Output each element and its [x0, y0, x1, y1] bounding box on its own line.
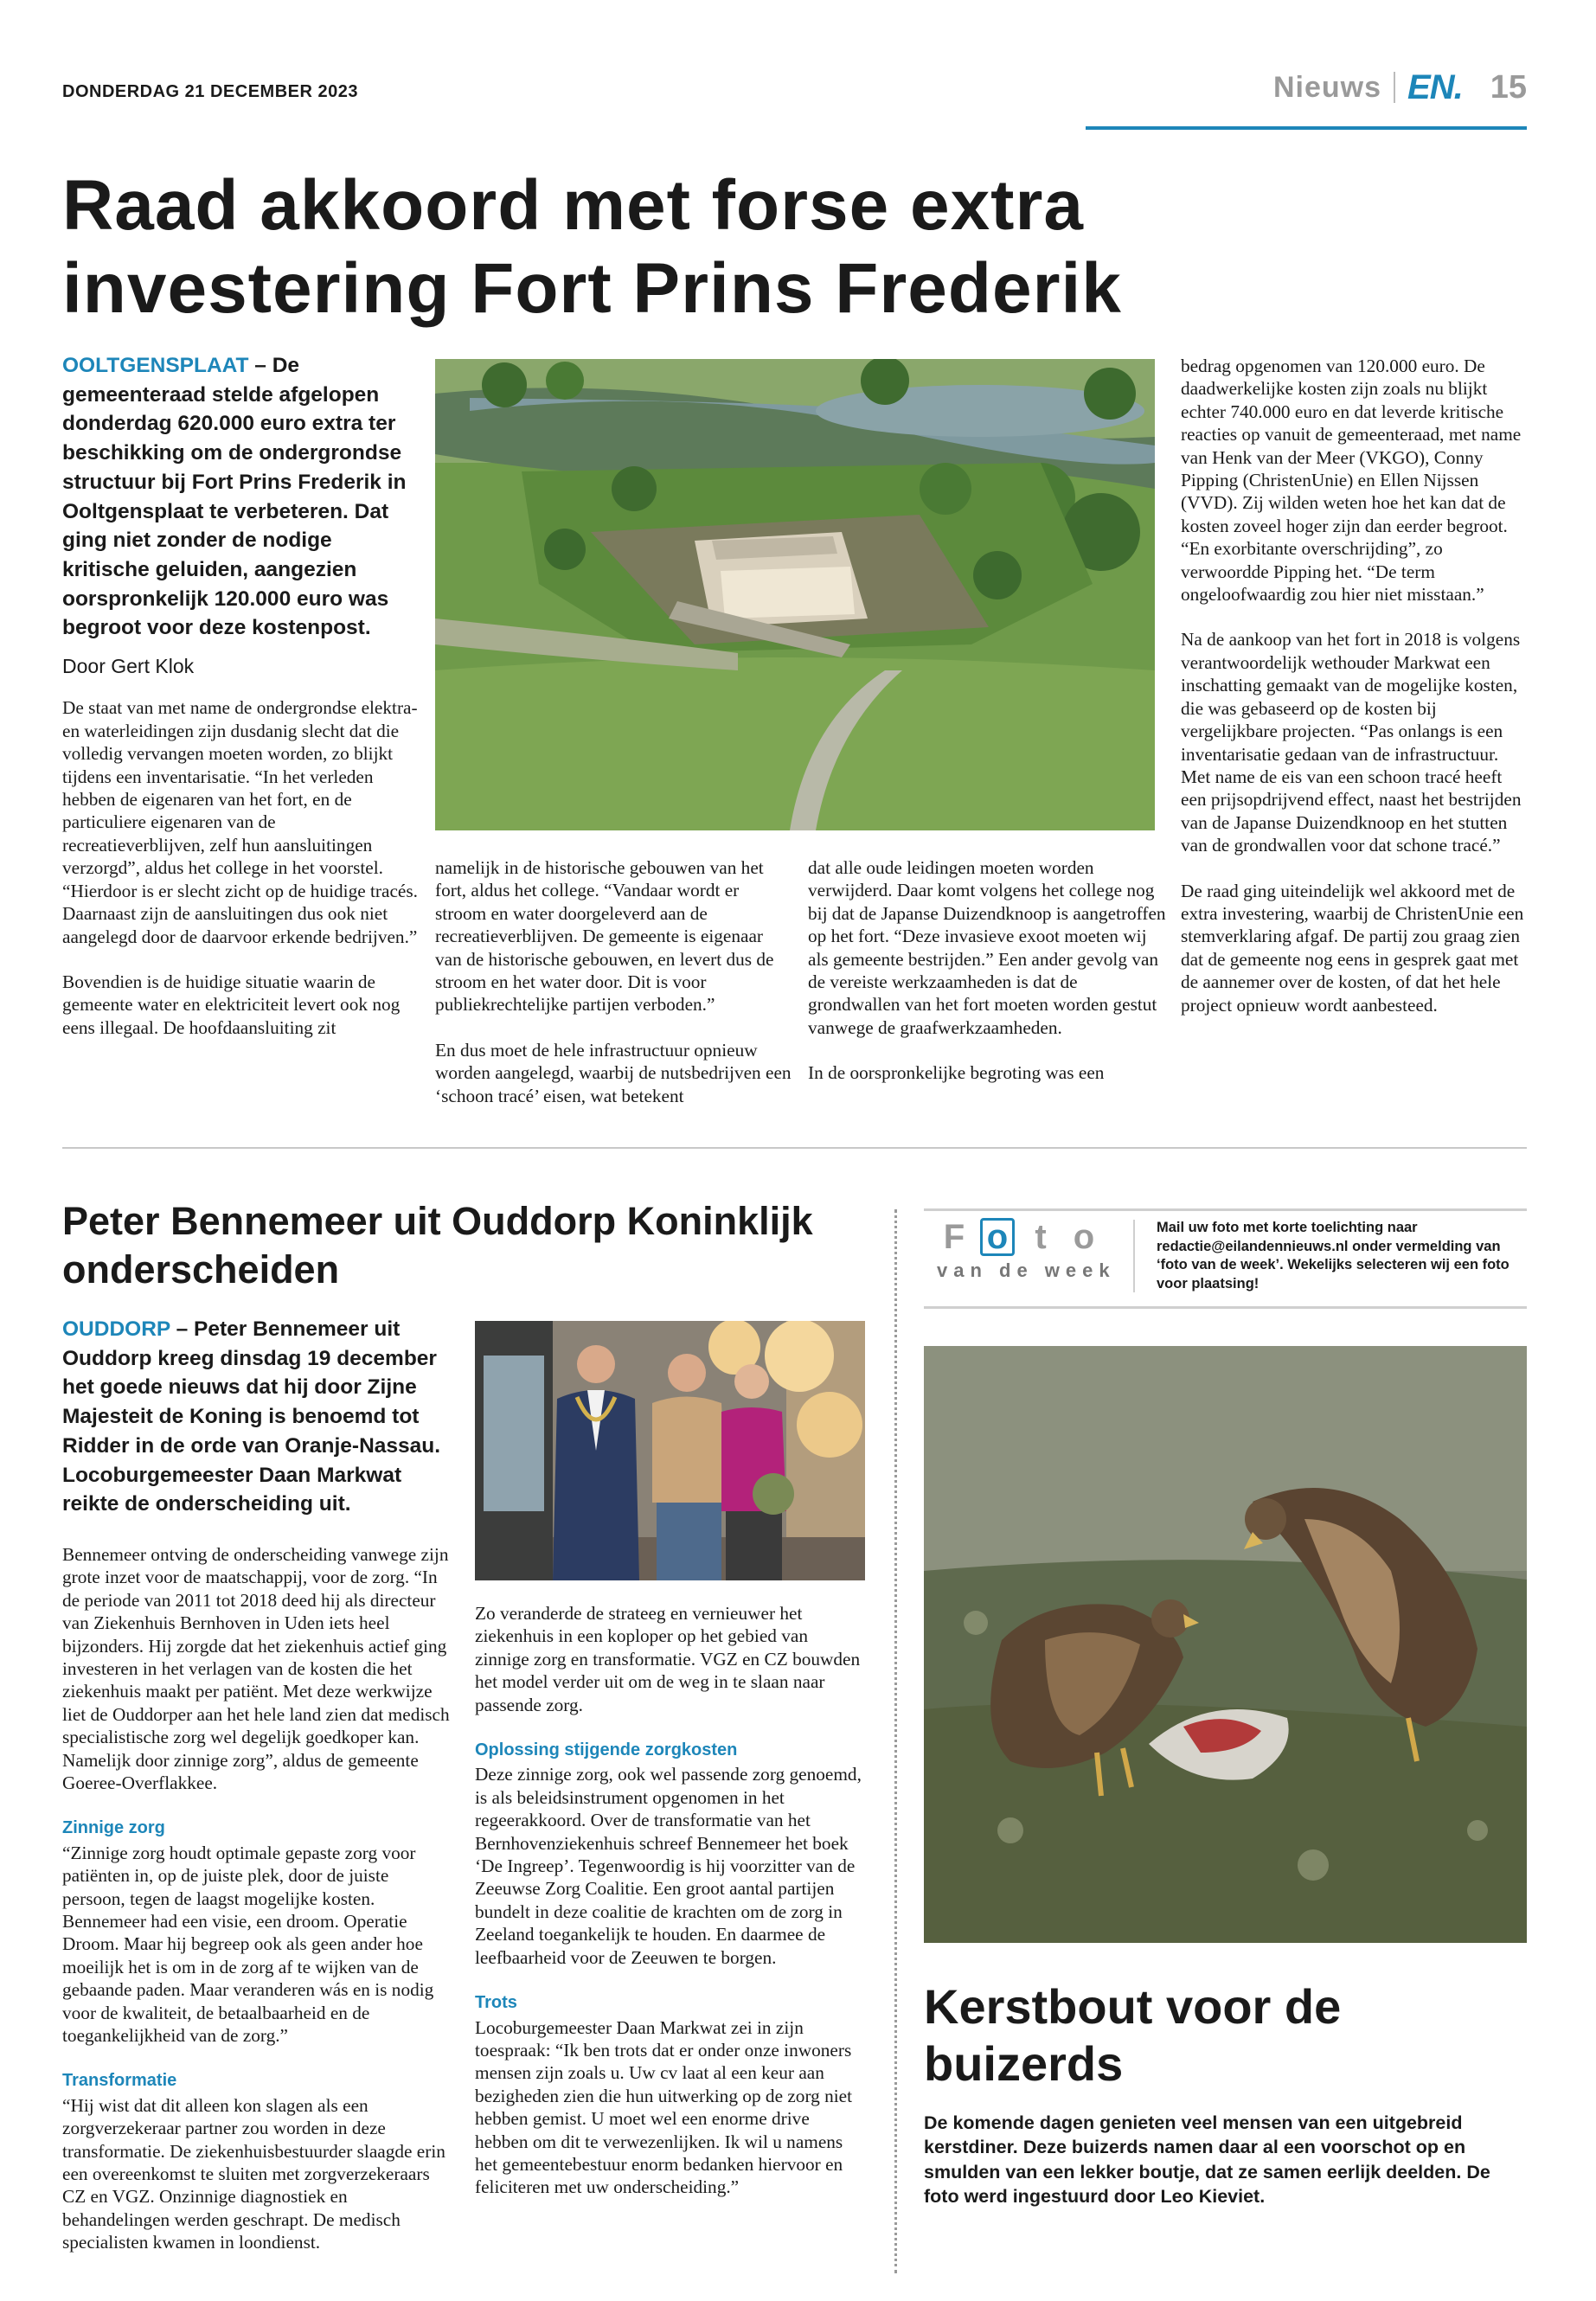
- article1-paragraph: dat alle oude leidingen moeten worden verwijderd. Daar komt volgens het college nog bij dat de Japanse Duizendknoop is aangetroffen op het fort. “Deze invasieve exoot moeten wij als gemeente bestrijden.” Een ander gevolg van de vereiste werkzaamheden is dat de grondwallen van het fort moeten worden gestut vanwege de graafwerkzaamheden.: [808, 857, 1166, 1038]
- buzzards-photo: [924, 1346, 1527, 1943]
- article2-paragraph: Locoburgemeester Daan Markwat zei in zijn toespraak: “Ik ben trots dat er onder onze inwoners mensen zijn zoals u. Uw cv laat al een keur aan bezigheden zien die hun uitwerking op de zorg niet hebben gemist. U moet wel een enorme drive hebben om dit te verwezenlijken. Ik wil u namens het gemeentebestuur enorm bedanken hiervoor en feliciteren met uw onderscheiding.”: [475, 2016, 853, 2198]
- logo-letter-highlight: o: [980, 1218, 1015, 1256]
- article2-column-2: [475, 1602, 865, 2221]
- article1-paragraph: namelijk in de historische gebouwen van het fort, aldus het college. “Vandaar wordt er stroom en water doorgeleverd aan de recreatieverblijven. De gemeente is eigenaar van de historische gebouwen, en levert dus de stroom en het water door. Dit is voor publiekrechtelijke partijen verboden.”: [435, 857, 774, 1016]
- article3-body: De komende dagen genieten veel mensen van een uitgebreid kerstdiner. Deze buizerds namen daar al een voorschot op en smulden van een lekker boutje, dat ze samen eerlijk deelden. De foto werd ingestuurd door Leo Kieviet.: [924, 2112, 1490, 2207]
- article2-paragraph: Deze zinnige zorg, ook wel passende zorg genoemd, is als beleidsinstrument opgenomen in het regeerakkoord. Over de transformatie van het Bernhovenziekenhuis schreef Bennemeer het boek ‘De Ingreep’. Tegenwoordig is hij voorzitter van de Zeeuwse Zorg Coalitie. Een groot aantal partijen bundelt in deze coalitie de krachten om de zorg in Zeeland toegankelijk te houden. En daarmee de leefbaarheid voor de Zeeuwen te borgen.: [475, 1764, 862, 1968]
- article2-lead: [62, 1315, 456, 1519]
- section-label: Nieuws: [1272, 70, 1382, 104]
- header-date: DONDERDAG 21 DECEMBER 2023: [62, 82, 358, 101]
- article1-dateline: OOLTGENSPLAAT: [62, 354, 249, 377]
- logo-letter: o: [1073, 1218, 1095, 1256]
- fort-aerial-photo: [435, 359, 1155, 830]
- foto-van-de-week-logo: [937, 1218, 1127, 1282]
- article2-paragraph: “Zinnige zorg houdt optimale gepaste zorg voor patiënten in, op de juiste plek, door de juiste persoon, tegen de laagst mogelijke kosten. Bennemeer had een visie, een droom. Operatie Droom. Maar hij begreep ook als geen ander hoe moeilijk het is om in de zorg af te wijken van de gebaande paden. Maar veranderen wás en is nodig voor de kwaliteit, de betaalbaarheid en de toegankelijkheid van de zorg.”: [62, 1842, 434, 2047]
- article2-column-1: [62, 1315, 456, 2277]
- banner-divider: [1133, 1220, 1135, 1292]
- section-divider: [62, 1147, 1527, 1149]
- submission-instructions: Mail uw foto met korte toelichting naar redactie@eilandennieuws.nl onder vermelding van ‘foto van de week’. Wekelijks selecteren wij een foto voor plaatsing!: [1157, 1220, 1509, 1292]
- header-rule: [1086, 126, 1527, 130]
- article2-subhead: Trots: [475, 1993, 517, 2013]
- newspaper-logo: EN.: [1407, 67, 1463, 106]
- article2-headline: Peter Bennemeer uit Ouddorp Koninklijk onderscheiden: [62, 1199, 813, 1292]
- article1-byline: Door Gert Klok: [62, 655, 195, 678]
- article3-headline: Kerstbout voor de buizerds: [924, 1979, 1342, 2091]
- article2-subhead: Zinnige zorg: [62, 1818, 165, 1838]
- header-separator: [1394, 72, 1395, 103]
- article1-column-3: [808, 856, 1167, 1107]
- article1-lead-text: – De gemeenteraad stelde afgelopen donderdag 620.000 euro extra ter beschikking om de ondergrondse structuur bij Fort Prins Frederik in Ooltgensplaat te verbeteren. Dat ging niet zonder de nodige kritische geluiden, aangezien oorspronkelijk 120.000 euro was begroot voor deze kostenpost.: [62, 354, 407, 640]
- article2-dateline: OUDDORP: [62, 1317, 170, 1341]
- logo-subtitle: van de week: [937, 1259, 1116, 1281]
- article2-subhead: Oplossing stijgende zorgkosten: [475, 1740, 738, 1760]
- article1-paragraph: Bovendien is de huidige situatie waarin de gemeente water en elektriciteit levert ook nog eens illegaal. De hoofdaansluiting zit: [62, 971, 401, 1038]
- award-ceremony-photo: [475, 1321, 865, 1580]
- article1-paragraph: bedrag opgenomen van 120.000 euro. De daadwerkelijke kosten zijn zoals nu blijkt echter 740.000 euro en dat leverde kritische reacties op vanuit de gemeenteraad, met name van Henk van der Meer (VKGO), Conny Pipping (ChristenUnie) en Ellen Nijssen (VVD). Zij wilden weten hoe het kan dat de kosten zoveel hoger zijn dan eerder begroot. “En exorbitante overschrijding”, zo verwoordde Pipping het. “De term ongeloofwaardig zou hier niet misstaan.”: [1181, 356, 1522, 606]
- article1-column-1: [62, 351, 421, 1061]
- article1-paragraph: De staat van met name de ondergrondse elektra- en waterleidingen zijn dusdanig slecht dat die volledig vervangen moeten worden, zo blijkt tijdens een inventarisatie. “In het verleden hebben de eigenaren van het fort, en de particuliere eigenaren van de recreatieverblijven, zelf hun aansluitingen verzorgd”, aldus het college in het voorstel. “Hierdoor is er slecht zicht op de huidige tracés. Daarnaast zijn de aansluitingen dus ook niet aangelegd door de daarvoor erkende bedrijven.”: [62, 697, 418, 947]
- header-masthead: [1273, 67, 1527, 107]
- article1-column-2: [435, 856, 794, 1130]
- logo-letter: F: [943, 1218, 965, 1256]
- article2-paragraph: Zo veranderde de strateeg en vernieuwer het ziekenhuis in een koploper op het gebied van zinnige zorg en transformatie. VGZ en CZ bouwden het model verder uit om de weg in te slaan naar passende zorg.: [475, 1603, 861, 1715]
- article1-paragraph: In de oorspronkelijke begroting was een: [808, 1062, 1105, 1084]
- article1-headline: Raad akkoord met forse extra investering Fort Prins Frederik: [62, 166, 1122, 328]
- article1-paragraph: En dus moet de hele infrastructuur opnieuw worden aangelegd, waarbij de nutsbedrijven een ‘schoon tracé’ eisen, wat betekent: [435, 1039, 792, 1106]
- logo-letter: t: [1035, 1218, 1047, 1256]
- article1-column-4: [1181, 355, 1527, 1039]
- page-number: 15: [1490, 68, 1527, 106]
- article1-paragraph: Na de aankoop van het fort in 2018 is volgens verantwoordelijk wethouder Markwat een inschatting gemaakt van de mogelijke kosten, die was gebaseerd op de kosten bij vergelijkbare projecten. “Pas onlangs is een inventarisatie gedaan van de infrastructuur. Met name de eis van een schoon tracé heeft een prijsopdrijvend effect, naast het bestrijden van de Japanse Duizendknoop en het stutten van de grondwallen voor dat schone tracé.”: [1181, 629, 1522, 856]
- article2-paragraph: “Hij wist dat dit alleen kon slagen als een zorgverzekeraar partner zou worden in deze transformatie. De ziekenhuisbestuurder slaagde erin een overeenkomst te sluiten met zorgverzekeraars CZ en VGZ. Onzinnige diagnostiek en behandelingen werden geschrapt. De medisch specialisten kwamen in loondienst.: [62, 2094, 445, 2253]
- article2-lead-text: – Peter Bennemeer uit Ouddorp kreeg dinsdag 19 december het goede nieuws dat hij door Zijne Majesteit de Koning is benoemd tot Ridder in de orde van Oranje-Nassau. Locoburgemeester Daan Markwat reikte de onderscheiding uit.: [62, 1317, 441, 1516]
- column-divider: [894, 1209, 897, 2273]
- article1-lead: [62, 351, 421, 643]
- article1-paragraph: De raad ging uiteindelijk wel akkoord met de extra investering, waarbij de ChristenUnie een stemverklaring afgaf. De partij zou graag zien dat de gemeente nog eens in gesprek gaat met de aannemer over de kosten, of dat het hele project opnieuw wordt aanbesteed.: [1181, 880, 1524, 1016]
- article2-subhead: Transformatie: [62, 2071, 177, 2091]
- article2-paragraph: Bennemeer ontving de onderscheiding vanwege zijn grote inzet voor de maatschappij, voor de zorg. “In de periode van 2011 tot 2018 deed hij als directeur van Ziekenhuis Bernhoven in Uden iets heel bijzonders. Hij zorgde dat het ziekenhuis actief ging investeren in het verlagen van de kosten die het ziekenhuis maakt per patiënt. Met deze werkwijze liet de Ouddorper aan het hele land zien dat medisch specialistische zorg wel degelijk goedkoper kan. Namelijk door zinnige zorg”, aldus de gemeente Goeree-Overflakkee.: [62, 1543, 450, 1793]
